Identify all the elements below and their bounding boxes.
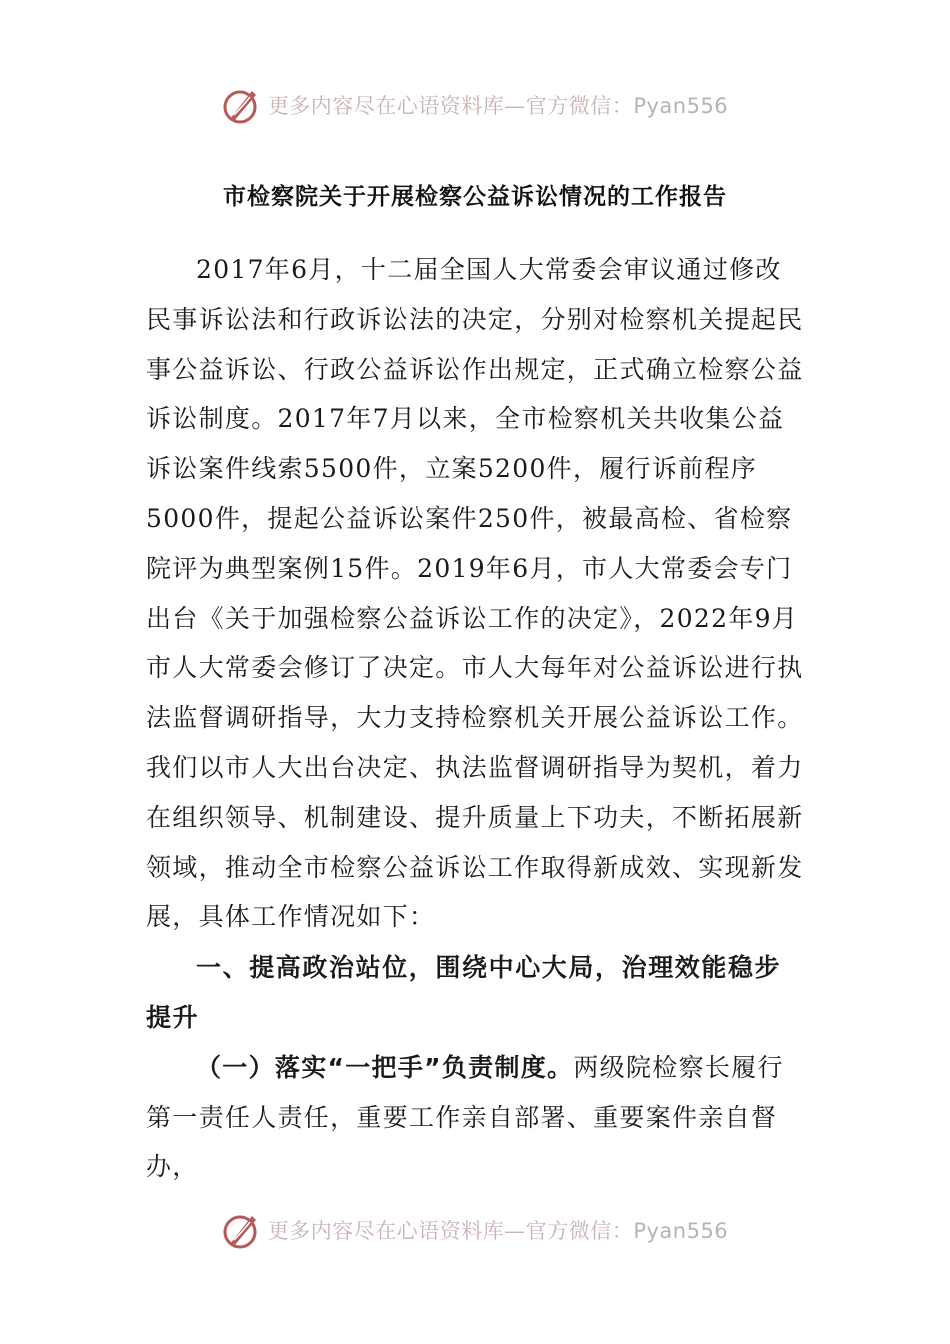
document-title: 市检察院关于开展检察公益诉讼情况的工作报告 xyxy=(223,184,727,210)
footer-banner xyxy=(0,1205,950,1255)
subsection-1 xyxy=(146,1043,806,1192)
subsection-1-title: （一）落实“一把手”负责制度。 xyxy=(196,1052,574,1082)
section-heading-1: 一、提高政治站位，围绕中心大局，治理效能稳步提升 xyxy=(146,953,782,1032)
banner-text: 更多内容尽在心语资料库—官方微信：Pyan556 xyxy=(267,94,729,118)
wechat-id: Pyan556 xyxy=(633,1219,729,1243)
banner-text: 更多内容尽在心语资料库—官方微信：Pyan556 xyxy=(267,1219,729,1243)
wechat-id: Pyan556 xyxy=(633,94,729,118)
document-body xyxy=(146,245,806,1192)
quill-logo-icon xyxy=(222,1210,262,1250)
quill-logo-icon xyxy=(222,85,262,125)
subsection-1-text: 两级院检察长履行第一责任人责任，重要工作亲自部署、重要案件亲自督办， xyxy=(146,1052,784,1182)
paragraph-intro: 2017年6月，十二届全国人大常委会审议通过修改民事诉讼法和行政诉讼法的决定，分别对检察机关提起民事公益诉讼、行政公益诉讼作出规定，正式确立检察公益诉讼制度。2017年7月以来，全市检察机关共收集公益诉讼案件线索5500件，立案5200件，履行诉前程序5000件，提起公益诉讼案件250件，被最高检、省检察院评为典型案例15件。2019年6月，市人大常委会专门出台《关于加强检察公益诉讼工作的决定》，2022年9月市人大常委会修订了决定。市人大每年对公益诉讼进行执法监督调研指导，大力支持检察机关开展公益诉讼工作。我们以市人大出台决定、执法监督调研指导为契机，着力在组织领导、机制建设、提升质量上下功夫，不断拓展新领域，推动全市检察公益诉讼工作取得新成效、实现新发展，具体工作情况如下： xyxy=(146,255,804,932)
header-banner xyxy=(0,80,950,130)
